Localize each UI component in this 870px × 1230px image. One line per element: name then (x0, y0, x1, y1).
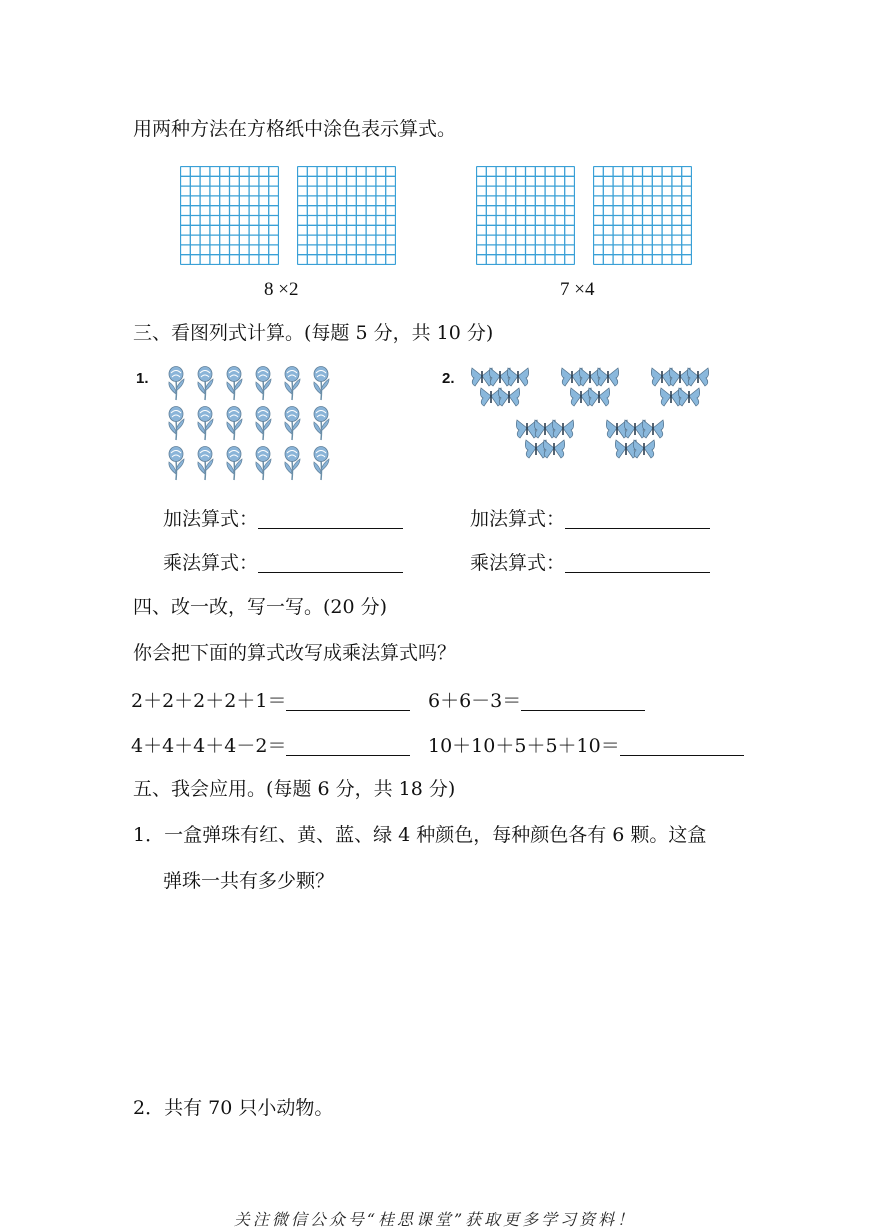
butterfly-icon (588, 388, 609, 406)
equation-3: 4＋4＋4＋4－2＝ (131, 735, 287, 757)
equation-3-blank[interactable] (286, 735, 410, 756)
flower-icon (256, 447, 271, 481)
flower-icon (227, 407, 242, 441)
butterfly-icon (678, 388, 699, 406)
equation-row-2a (131, 735, 410, 756)
q1-addition-blank[interactable] (258, 508, 403, 529)
equation-1: 2＋2＋2＋2＋1＝ (131, 690, 287, 712)
grid-expression-1: 8 ×2 (264, 279, 299, 300)
multiplication-label: 乘法算式： (470, 552, 566, 574)
butterfly-icon (498, 388, 519, 406)
butterfly-icon (642, 420, 663, 438)
butterfly-picture (468, 364, 738, 472)
flower-icon (314, 407, 329, 441)
section5-q2: 2．共有 70 只小动物。 (133, 1097, 334, 1119)
flower-icon (198, 407, 213, 441)
section5-title: 五、我会应用。(每题 6 分，共 18 分) (133, 778, 456, 800)
q1-multiplication-blank[interactable] (258, 552, 403, 573)
equation-2-blank[interactable] (521, 690, 645, 711)
flower-icon (169, 367, 184, 401)
footer-note: 关注微信公众号“桂思课堂”获取更多学习资料！ (233, 1210, 637, 1229)
flower-icon (256, 367, 271, 401)
flower-icon (285, 447, 300, 481)
grid-paper-4 (593, 166, 692, 265)
q1-addition-row (163, 508, 403, 529)
equation-2: 6＋6－3＝ (428, 690, 522, 712)
equation-1-blank[interactable] (286, 690, 410, 711)
flower-icon (285, 367, 300, 401)
flower-icon (227, 447, 242, 481)
addition-label: 加法算式： (163, 508, 259, 530)
butterfly-icon (597, 368, 618, 386)
q1-multiplication-row (163, 552, 403, 573)
section5-q1-line1: 1．一盒弹珠有红、黄、蓝、绿 4 种颜色，每种颜色各有 6 颗。这盒 (133, 824, 707, 846)
butterfly-icon (552, 420, 573, 438)
equation-4-blank[interactable] (620, 735, 744, 756)
flower-picture (162, 364, 342, 484)
flower-icon (256, 407, 271, 441)
butterfly-icon (507, 368, 528, 386)
q2-addition-blank[interactable] (565, 508, 710, 529)
equation-4: 10＋10＋5＋5＋10＝ (428, 735, 620, 757)
grid-paper-2 (297, 166, 396, 265)
section4-prompt: 你会把下面的算式改写成乘法算式吗？ (133, 642, 457, 664)
multiplication-label: 乘法算式： (163, 552, 259, 574)
flower-icon (285, 407, 300, 441)
section4-title: 四、改一改，写一写。(20 分) (133, 596, 388, 618)
question-number-1: 1. (136, 370, 149, 387)
butterfly-icon (543, 440, 564, 458)
equation-row-2b (428, 735, 744, 756)
q2-multiplication-blank[interactable] (565, 552, 710, 573)
grid-expression-2: 7 ×4 (560, 279, 595, 300)
section3-title: 三、看图列式计算。(每题 5 分，共 10 分) (133, 322, 494, 344)
equation-row-1b (428, 690, 645, 711)
flower-icon (198, 367, 213, 401)
question-number-2: 2. (442, 370, 455, 387)
q2-addition-row (470, 508, 710, 529)
section5-q1-line2: 弹珠一共有多少颗？ (163, 870, 335, 892)
grid-paper-1 (180, 166, 279, 265)
flower-icon (314, 447, 329, 481)
flower-icon (169, 447, 184, 481)
butterfly-icon (687, 368, 708, 386)
flower-icon (227, 367, 242, 401)
butterfly-icon (633, 440, 654, 458)
q2-multiplication-row (470, 552, 710, 573)
flower-icon (198, 447, 213, 481)
equation-row-1a (131, 690, 410, 711)
intro-text: 用两种方法在方格纸中涂色表示算式。 (133, 118, 457, 140)
grid-paper-3 (476, 166, 575, 265)
addition-label: 加法算式： (470, 508, 566, 530)
flower-icon (314, 367, 329, 401)
flower-icon (169, 407, 184, 441)
